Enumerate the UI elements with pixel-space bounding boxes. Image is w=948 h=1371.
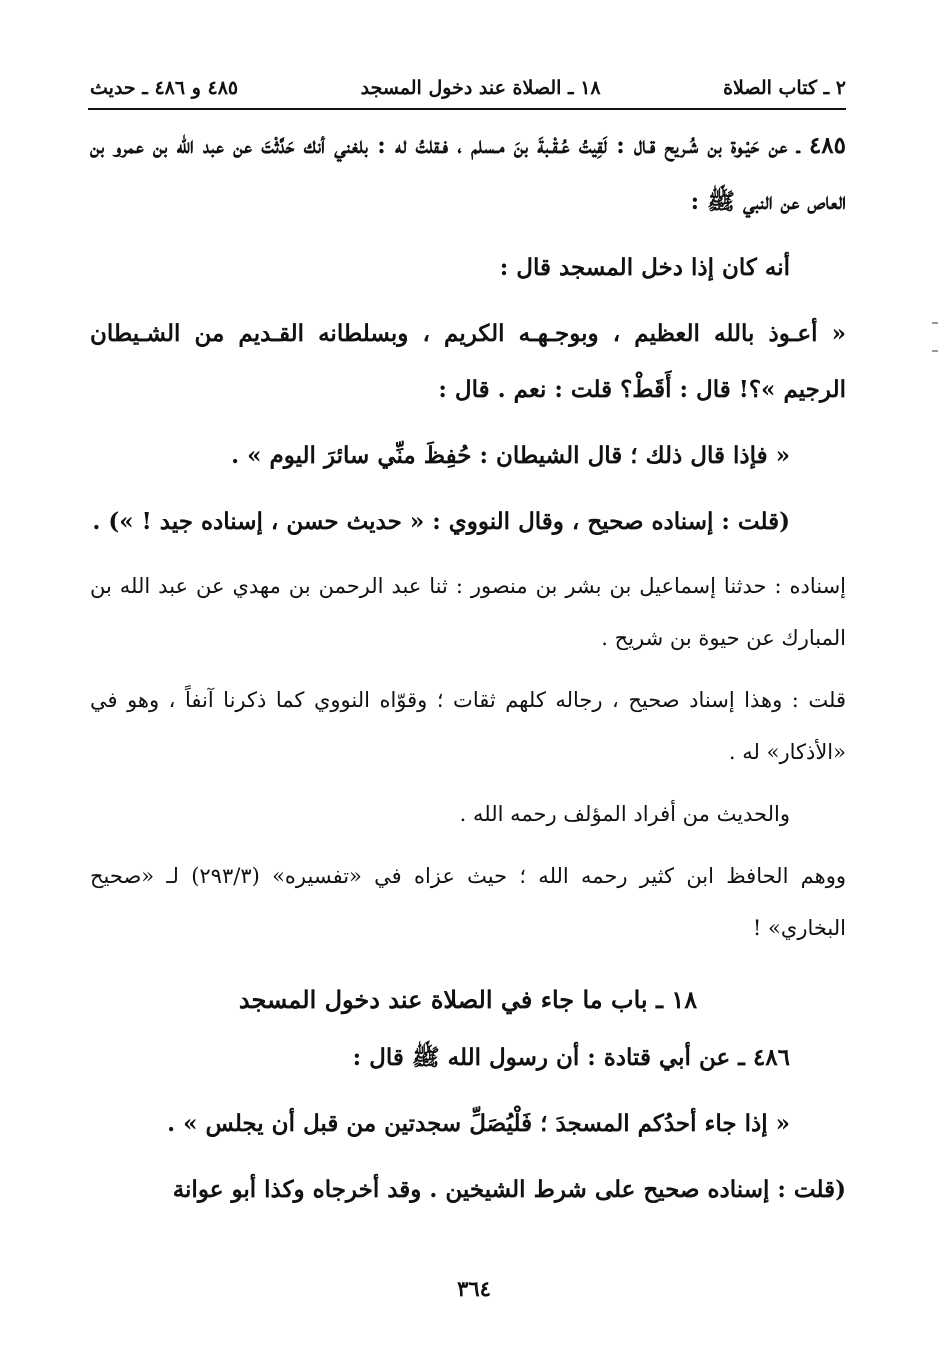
header-divider: [88, 108, 846, 110]
note-485: والحديث من أفراد المؤلف رحمه الله .: [459, 802, 790, 826]
header-book-title: ٢ ـ كتاب الصلاة: [723, 77, 846, 99]
hadith-485-text: أنه كان إذا دخل المسجد قال :: [499, 254, 790, 281]
hadith-485-dua: « أعـوذ بالله العظيم ، وبوجـهـه الكريم ، وبسلطانه القـديم من الشـيطان الرجيم »؟! قال : أَقَطْ؟ قلت : نعم . قال :: [90, 320, 846, 403]
hadith-486-intro: ٤٨٦ ـ عن أبي قتادة : أن رسول الله ﷺ قال :: [352, 1044, 790, 1071]
hadith-485-end: « فإذا قال ذلك ؛ قال الشيطان : حُفِظَ منِّي سائرَ اليوم » .: [231, 442, 790, 469]
grading-486: (قلت : إسناده صحيح على شرط الشيخين . وقد أخرجاه وكذا أبو عوانة: [172, 1176, 846, 1203]
commentary-485: قلت : وهذا إسناد صحيح ، رجاله كلهم ثقات ؛ وقوّاه النووي كما ذكرنا آنفاً ، وهو في «الأذكار» له .: [90, 688, 846, 764]
margin-mark: [932, 322, 938, 324]
page-number: ٣٦٤: [457, 1276, 491, 1301]
running-header: [90, 70, 846, 106]
hadith-485-intro: ٤٨٥ ـ عن حَيْـوة بن شُـريح قـال : لَقِيتُ عُـقْـبةَ بنَ مـسلم ، فـقلتُ له : بلغني أنك حَدَّثْتَ عن عبد الله بن عمرو بن العاص عن النبي ﷺ :: [90, 132, 846, 215]
chapter-heading: ١٨ ـ باب ما جاء في الصلاة عند دخول المسجد: [238, 985, 698, 1014]
correction-485: ووهم الحافظ ابن كثير رحمه الله ؛ حيث عزاه في «تفسيره» (٢٩٣/٣) لـ «صحيح البخاري» !: [90, 864, 846, 940]
page-body: [90, 118, 846, 1218]
grading-485: (قلت : إسناده صحيح ، وقال النووي : « حديث حسن ، إسناده جيد ! ») .: [92, 508, 790, 535]
isnad-485: إسناده : حدثنا إسماعيل بن بشر بن منصور : ثنا عبد الرحمن بن مهدي عن عبد الله بن المبارك عن حيوة بن شريح .: [90, 574, 846, 650]
hadith-486-text: « إذا جاء أحدُكم المسجدَ ؛ فَلْيُصَلِّ سجدتين من قبل أن يجلس » .: [167, 1110, 790, 1137]
header-chapter-title: ١٨ ـ الصلاة عند دخول المسجد: [360, 77, 601, 99]
header-hadith-range: ٤٨٥ و ٤٨٦ ـ حديث: [90, 77, 239, 99]
margin-mark: [932, 350, 938, 352]
